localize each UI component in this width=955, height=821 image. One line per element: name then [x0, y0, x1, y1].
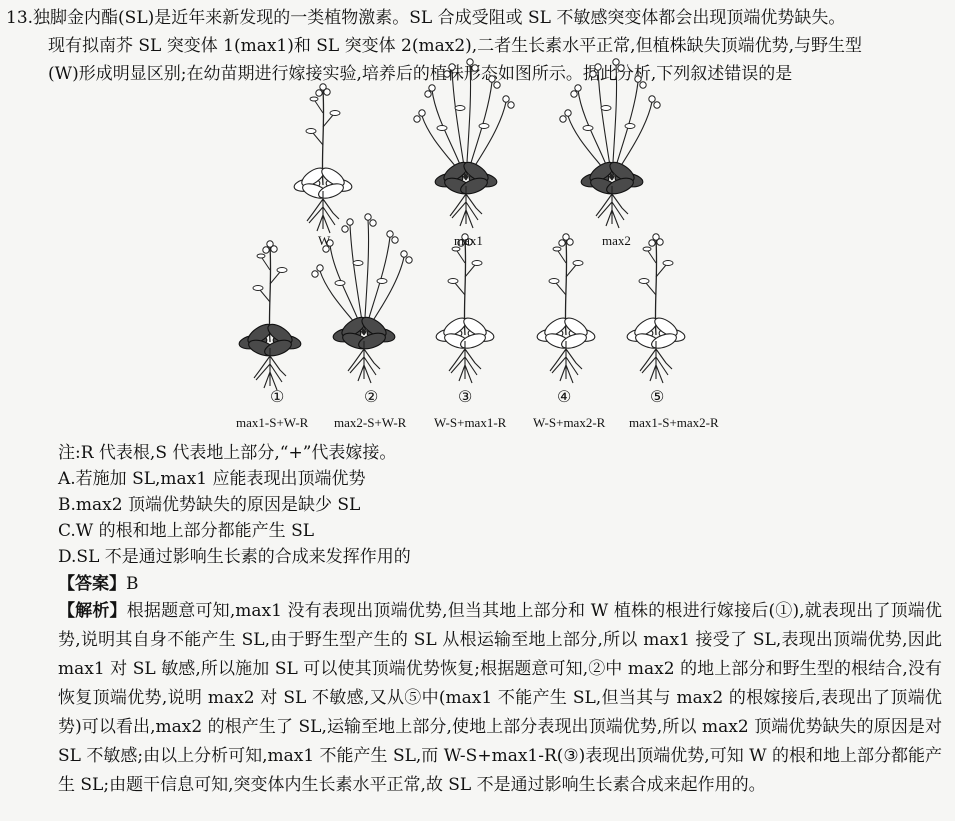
graft-label-1: max1-S+W-R	[236, 415, 309, 430]
question-stem-line2: 现有拟南芥 SL 突变体 1(max1)和 SL 突变体 2(max2),二者生长素水平正常,但植株缺失顶端优势,与野生型	[48, 36, 862, 56]
option-C: C.W 的根和地上部分都能产生 SL	[58, 521, 315, 541]
label-max1: max1	[454, 233, 483, 248]
plant-W	[293, 84, 353, 233]
option-A: A.若施加 SL,max1 应能表现出顶端优势	[58, 469, 366, 489]
analysis-block	[58, 597, 942, 800]
graft-number-2: ②	[364, 387, 379, 406]
option-D: D.SL 不是通过影响生长素的合成来发挥作用的	[58, 547, 411, 567]
question-stem-line3: (W)形成明显区别;在幼苗期进行嫁接实验,培养后的植株形态如图所示。据此分析,下列叙述错误的是	[48, 64, 793, 84]
option-B: B.max2 顶端优势缺失的原因是缺少 SL	[58, 495, 361, 515]
analysis-text: 根据题意可知,max1 没有表现出顶端优势,但当其地上部分和 W 植株的根进行嫁接后(①),就表现出了顶端优势,说明其自身不能产生 SL,由于野生型产生的 SL 从根运输至地上部分,所以 max1 接受了 SL,表现出顶端优势,因此 max1 对 SL 敏感,所以施加 SL 可以使其顶端优势恢复;根据题意可知,②中 max2 的地上部分和野生型的根结合,没有恢复顶端优势,说明 max2 对 SL 不敏感,又从⑤中(max1 不能产生 SL,但当其与 max2 的根嫁接后,表现出了顶端优势)可以看出,max2 的根产生了 SL,运输至地上部分,使地上部分表现出顶端优势,所以 max2 顶端优势缺失的原因是对 SL 不敏感;由以上分析可知,max1 不能产生 SL,而 W-S+max1-R(③)表现出顶端优势,可知 W 的根和地上部分都能产生 SL;由题干信息可知,突变体内生长素水平正常,故 SL 不是通过影响生长素合成来起作用的。	[58, 601, 942, 795]
answer-label: 【答案】	[58, 574, 126, 594]
graft-number-3: ③	[458, 387, 473, 406]
graft-label-3: W-S+max1-R	[434, 415, 507, 430]
graft-number-5: ⑤	[650, 387, 665, 406]
graft-plant-3	[435, 234, 495, 383]
analysis-label: 【解析】	[58, 601, 127, 621]
graft-label-5: max1-S+max2-R	[629, 415, 719, 430]
answer-line	[58, 571, 139, 597]
label-W: W	[318, 233, 331, 248]
figure-note: 注:R 代表根,S 代表地上部分,“+”代表嫁接。	[58, 443, 397, 463]
graft-plant-5	[626, 234, 686, 383]
graft-number-1: ①	[270, 387, 285, 406]
plant-max1	[414, 59, 514, 228]
graft-number-4: ④	[557, 387, 572, 406]
plant-max2	[560, 59, 660, 228]
graft-label-2: max2-S+W-R	[334, 415, 407, 430]
answer-value: B	[126, 574, 139, 594]
question-stem-line1: 13.独脚金内酯(SL)是近年来新发现的一类植物激素。SL 合成受阻或 SL 不敏感突变体都会出现顶端优势缺失。	[6, 8, 846, 28]
graft-plant-4	[536, 234, 596, 383]
graft-plant-1	[238, 241, 302, 390]
question-number: 13.	[6, 8, 34, 28]
label-max2: max2	[602, 233, 631, 248]
graft-label-4: W-S+max2-R	[533, 415, 606, 430]
